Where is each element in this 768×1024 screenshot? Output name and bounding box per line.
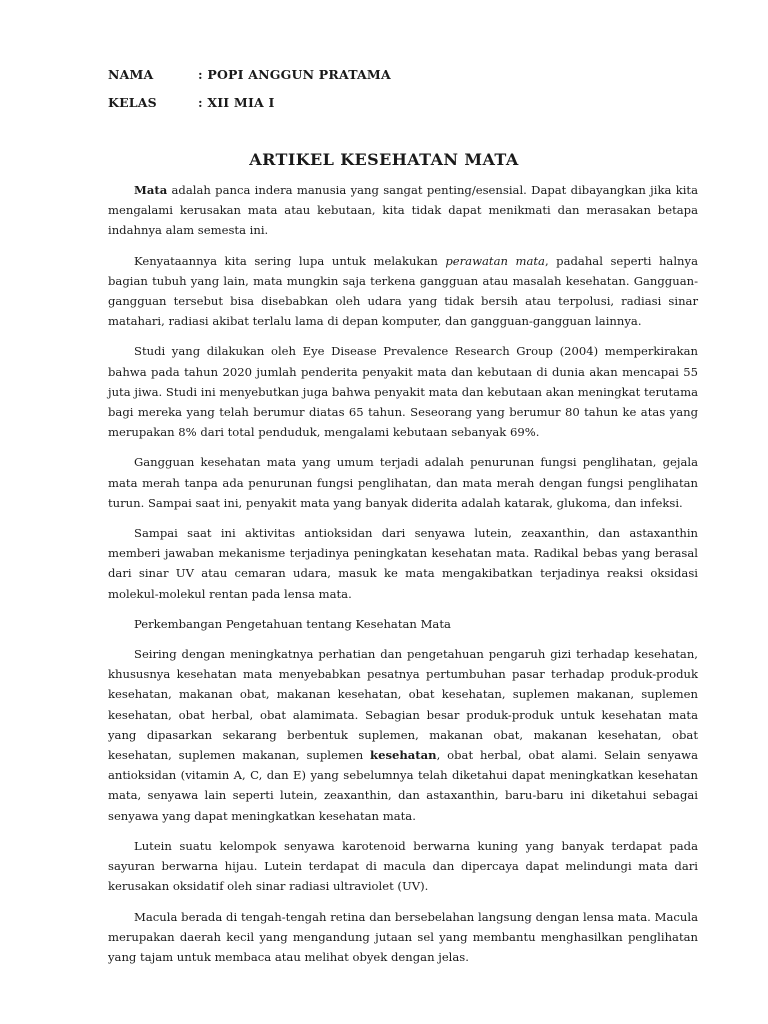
paragraph-8: Macula berada di tengah-tengah retina dan bersebelahan langsung dengan lensa mata. Macula merupakan daerah kecil yang mengandung jutaan sel yang membantu menghasilkan penglihatan yang tajam untuk membaca atau melihat obyek dengan jelas. <box>108 909 698 964</box>
bold-term: Mata <box>134 183 168 197</box>
paragraph-6-text-a: Seiring dengan meningkatnya perhatian dan pengetahuan pengaruh gizi terhadap kesehatan, khususnya kesehatan mata menyebabkan pesatnya pertumbuhan pasar terhadap produk-produk kesehatan, makanan obat, makanan kesehatan, obat kesehatan, suplemen makanan, suplemen kesehatan, obat herbal, obat alamimata. Sebagian besar produk-produk untuk kesehatan mata yang dipasarkan sekarang berbentuk suplemen, makanan obat, makanan kesehatan, obat kesehatan, suplemen makanan, suplemen <box>108 647 698 763</box>
italic-term: perawatan mata <box>445 253 545 268</box>
bold-term: kesehatan <box>370 748 437 763</box>
paragraph-6 <box>108 644 698 826</box>
paragraph-2-text-b: , padahal seperti halnya bagian tubuh yang lain, mata mungkin saja terkena gangguan atau masalah kesehatan. Gangguan-gangguan tersebut bisa disebabkan oleh udara yang tidak bersih atau terpolusi, radiasi sinar matahari, radiasi akibat terlalu lama di depan komputer, dan gangguan-gangguan lainnya. <box>108 253 698 329</box>
article-body <box>108 180 698 977</box>
nama-label: NAMA <box>108 67 154 82</box>
kelas-value: : XII MIA I <box>198 95 275 110</box>
article-title: ARTIKEL KESEHATAN MATA <box>249 150 519 169</box>
paragraph-7: Lutein suatu kelompok senyawa karotenoid berwarna kuning yang banyak terdapat pada sayuran berwarna hijau. Lutein terdapat di macula dan dipercaya dapat melindungi mata dari kerusakan oksidatif oleh sinar radiasi ultraviolet (UV). <box>108 838 698 894</box>
paragraph-6-text-b: , obat herbal, obat alami. Selain senyawa antioksidan (vitamin A, C, dan E) yang sebelumnya telah diketahui dapat meningkatkan kesehatan mata, senyawa lain seperti lutein, zeaxanthin, dan astaxanthin, baru-baru ini diketahui sebagai senyawa yang dapat meningkatkan kesehatan mata. <box>108 748 699 823</box>
paragraph-3: Studi yang dilakukan oleh Eye Disease Prevalence Research Group (2004) memperkirakan bahwa pada tahun 2020 jumlah penderita penyakit mata dan kebutaan di dunia akan mencapai 55 juta jiwa. Studi ini menyebutkan juga bahwa penyakit mata dan kebutaan akan meningkat terutama bagi mereka yang telah berumur diatas 65 tahun. Seseorang yang berumur 80 tahun ke atas yang merupakan 8% dari total penduduk, mengalami kebutaan sebanyak 69%. <box>108 344 698 440</box>
section-subheading: Perkembangan Pengetahuan tentang Kesehatan Mata <box>134 616 451 631</box>
paragraph-1-text: adalah panca indera manusia yang sangat penting/esensial. Dapat dibayangkan jika kita mengalami kerusakan mata atau kebutaan, kita tidak dapat menikmati dan merasakan betapa indahnya alam semesta ini. <box>108 183 698 238</box>
paragraph-4: Gangguan kesehatan mata yang umum terjadi adalah penurunan fungsi penglihatan, gejala mata merah tanpa ada penurunan fungsi penglihatan, dan mata merah dengan fungsi penglihatan turun. Sampai saat ini, penyakit mata yang banyak diderita adalah katarak, glukoma, dan infeksi. <box>108 455 698 510</box>
paragraph-2-text-a: Kenyataannya kita sering lupa untuk melakukan <box>134 253 446 268</box>
kelas-label: KELAS <box>108 95 157 110</box>
nama-value: : POPI ANGGUN PRATAMA <box>198 67 391 82</box>
paragraph-5: Sampai saat ini aktivitas antioksidan dari senyawa lutein, zeaxanthin, dan astaxanthin memberi jawaban mekanisme terjadinya peningkatan kesehatan mata. Radikal bebas yang berasal dari sinar UV atau cemaran udara, masuk ke mata mengakibatkan terjadinya reaksi oksidasi molekul-molekul rentan pada lensa mata. <box>108 526 698 601</box>
paragraph-2 <box>108 251 698 332</box>
paragraph-1 <box>108 180 698 241</box>
